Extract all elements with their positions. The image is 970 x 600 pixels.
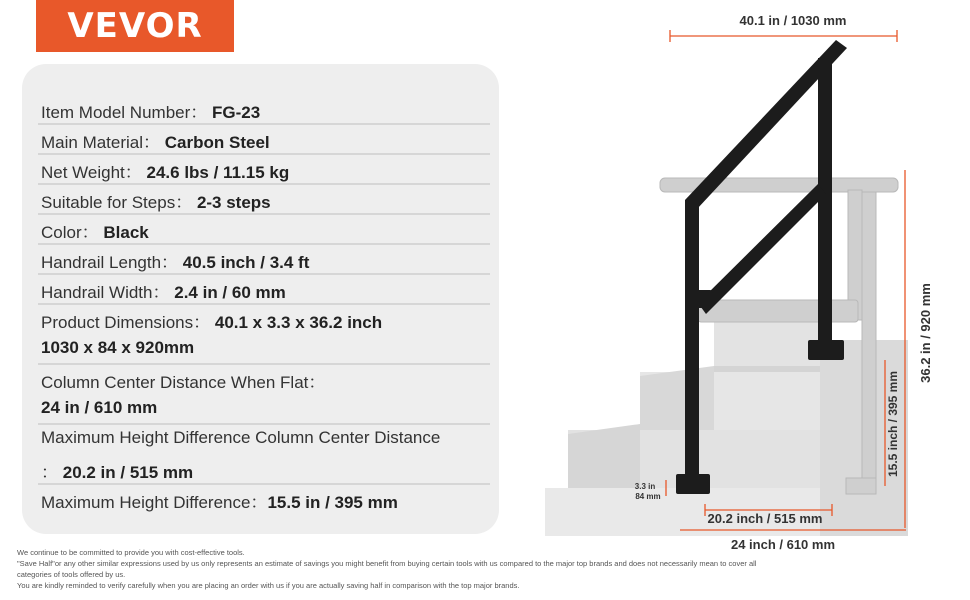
spec-handrail-length [41,248,309,273]
spec-label: Suitable for Steps： [41,193,193,212]
spec-dimensions [41,308,382,333]
divider [38,243,490,245]
divider [38,483,490,485]
divider [38,153,490,155]
divider [38,363,490,365]
spec-label: Column Center Distance When Flat： [41,373,326,392]
spec-material [41,128,270,153]
spec-value: 1030 x 84 x 920mm [41,338,195,357]
dim-base-bottom: 84 mm [635,492,661,501]
dim-height-diff: 15.5 inch / 395 mm [886,370,900,478]
spec-value: 24.6 lbs / 11.15 kg [146,163,290,182]
divider [38,273,490,275]
spec-center-flat-value [41,398,157,418]
footer-line: We continue to be committed to provide you with cost-effective tools. [17,548,245,557]
footer-line: categories of tools offered by us. [17,570,126,579]
spec-value: Carbon Steel [164,133,270,152]
spec-label: Product Dimensions： [41,313,211,332]
divider [38,423,490,425]
spec-weight [41,158,289,183]
divider [38,183,490,185]
divider [38,303,490,305]
vevor-logo [36,0,234,52]
spec-color [41,218,149,243]
spec-dimensions-metric [41,338,194,358]
logo-text: VEVOR [67,6,203,46]
spec-height-diff [41,488,398,513]
dim-center-flat: 24 inch / 610 mm [730,537,836,552]
footer-line: You are kindly reminded to verify carefully when you are placing an order with us if you are actually saving half in comparison with the top major brands. [17,581,520,590]
spec-value: 20.2 in / 515 mm [62,463,194,482]
spec-label: Item Model Number： [41,103,208,122]
spec-value: 2.4 in / 60 mm [174,283,286,302]
spec-value: Black [103,223,149,242]
staircase [545,322,908,536]
dim-base-top: 3.3 in [634,482,656,491]
spec-center-step-label [41,428,440,448]
footer-line: "Save Half"or any other similar expressions used by us only represents an estimate of savings you might benefit from buying certain tools with us compared to the major top brands and does not necessarily mean to cover all [17,559,757,568]
spec-value: 40.1 x 3.3 x 36.2 inch [214,313,383,332]
spec-label: Handrail Length： [41,253,179,272]
spec-label: Maximum Height Difference： [41,493,268,512]
spec-steps [41,188,271,213]
spec-value: 15.5 in / 395 mm [267,493,398,512]
spec-label: Main Material： [41,133,161,152]
spec-model [41,98,260,123]
dim-center-step: 20.2 inch / 515 mm [707,511,823,526]
spec-label: Color： [41,223,99,242]
dim-height: 36.2 in / 920 mm [918,283,933,383]
spec-handrail-width [41,278,286,303]
spec-value: 40.5 inch / 3.4 ft [182,253,310,272]
divider [38,123,490,125]
spec-center-flat-label [41,368,325,393]
spec-value: 2-3 steps [196,193,271,212]
spec-value: 24 in / 610 mm [41,398,158,417]
spec-label: ： [41,463,58,482]
spec-card [22,64,499,534]
spec-value: FG-23 [212,103,261,122]
handrail-diagram [510,0,970,560]
spec-label: Maximum Height Difference Column Center Distance [41,428,441,447]
spec-label: Net Weight： [41,163,142,182]
spec-center-step-value [41,458,193,483]
dim-top-width: 40.1 in / 1030 mm [739,13,847,28]
spec-label: Handrail Width： [41,283,170,302]
divider [38,213,490,215]
